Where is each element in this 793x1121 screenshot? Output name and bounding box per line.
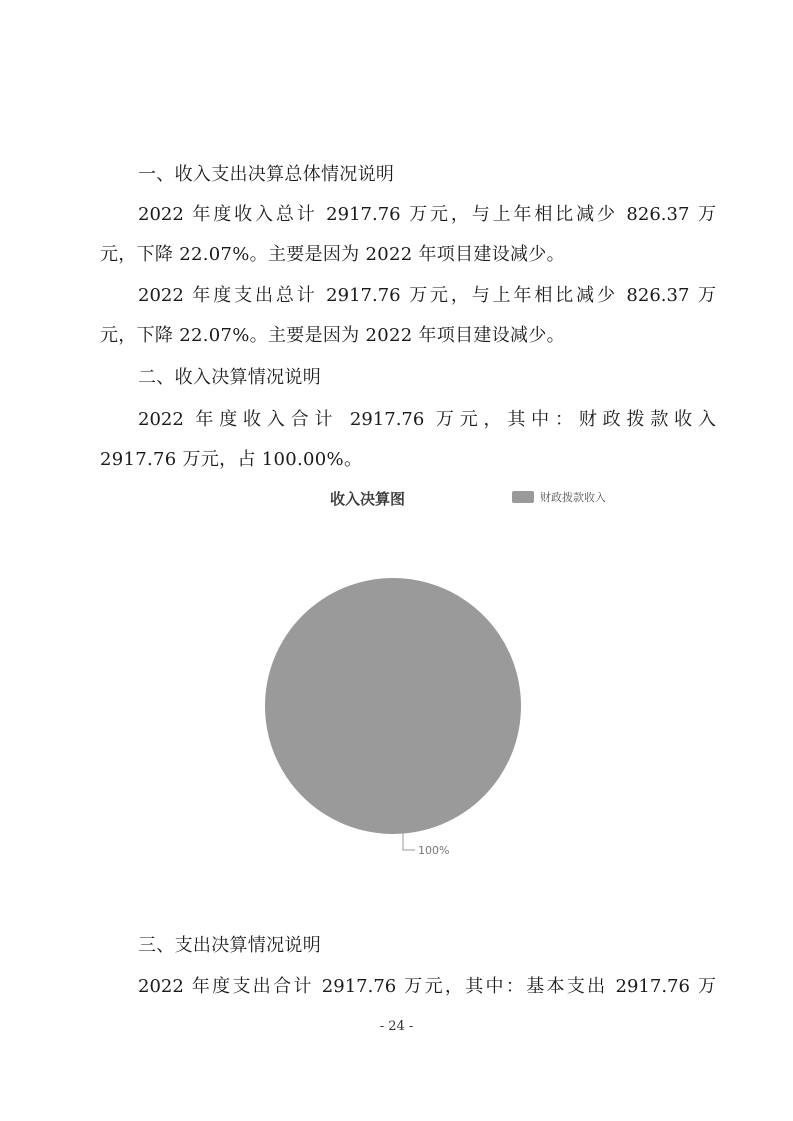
section-3-heading: 三、支出决算情况说明 bbox=[138, 935, 321, 956]
section-1-paragraph-1-line-1: 2022 年度收入总计 2917.76 万元，与上年相比减少 826.37 万 bbox=[138, 204, 716, 225]
income-pie-chart bbox=[260, 480, 640, 860]
page-number: - 24 - bbox=[379, 1019, 414, 1034]
section-1-heading: 一、收入支出决算总体情况说明 bbox=[138, 164, 395, 185]
section-1-paragraph-2-line-1: 2022 年度支出总计 2917.76 万元，与上年相比减少 826.37 万 bbox=[138, 285, 716, 306]
section-2-heading: 二、收入决算情况说明 bbox=[138, 367, 321, 388]
pie-svg bbox=[260, 480, 640, 860]
section-3-paragraph-1-line-1: 2022 年度支出合计 2917.76 万元，其中：基本支出 2917.76 万 bbox=[138, 976, 716, 997]
chart-title: 收入决算图 bbox=[330, 490, 406, 508]
pie-slice bbox=[265, 578, 521, 834]
legend-label: 财政拨款收入 bbox=[540, 491, 606, 504]
section-2-paragraph-1-line-2: 2917.76 万元，占 100.00%。 bbox=[100, 449, 363, 470]
section-1-paragraph-2-line-2: 元，下降 22.07%。主要是因为 2022 年项目建设减少。 bbox=[100, 325, 565, 346]
section-2-paragraph-1-line-1: 2022 年度收入合计 2917.76 万元，其中：财政拨款收入 bbox=[138, 409, 716, 430]
slice-data-label: 100% bbox=[418, 844, 450, 857]
section-1-paragraph-1-line-2: 元，下降 22.07%。主要是因为 2022 年项目建设减少。 bbox=[100, 244, 565, 265]
